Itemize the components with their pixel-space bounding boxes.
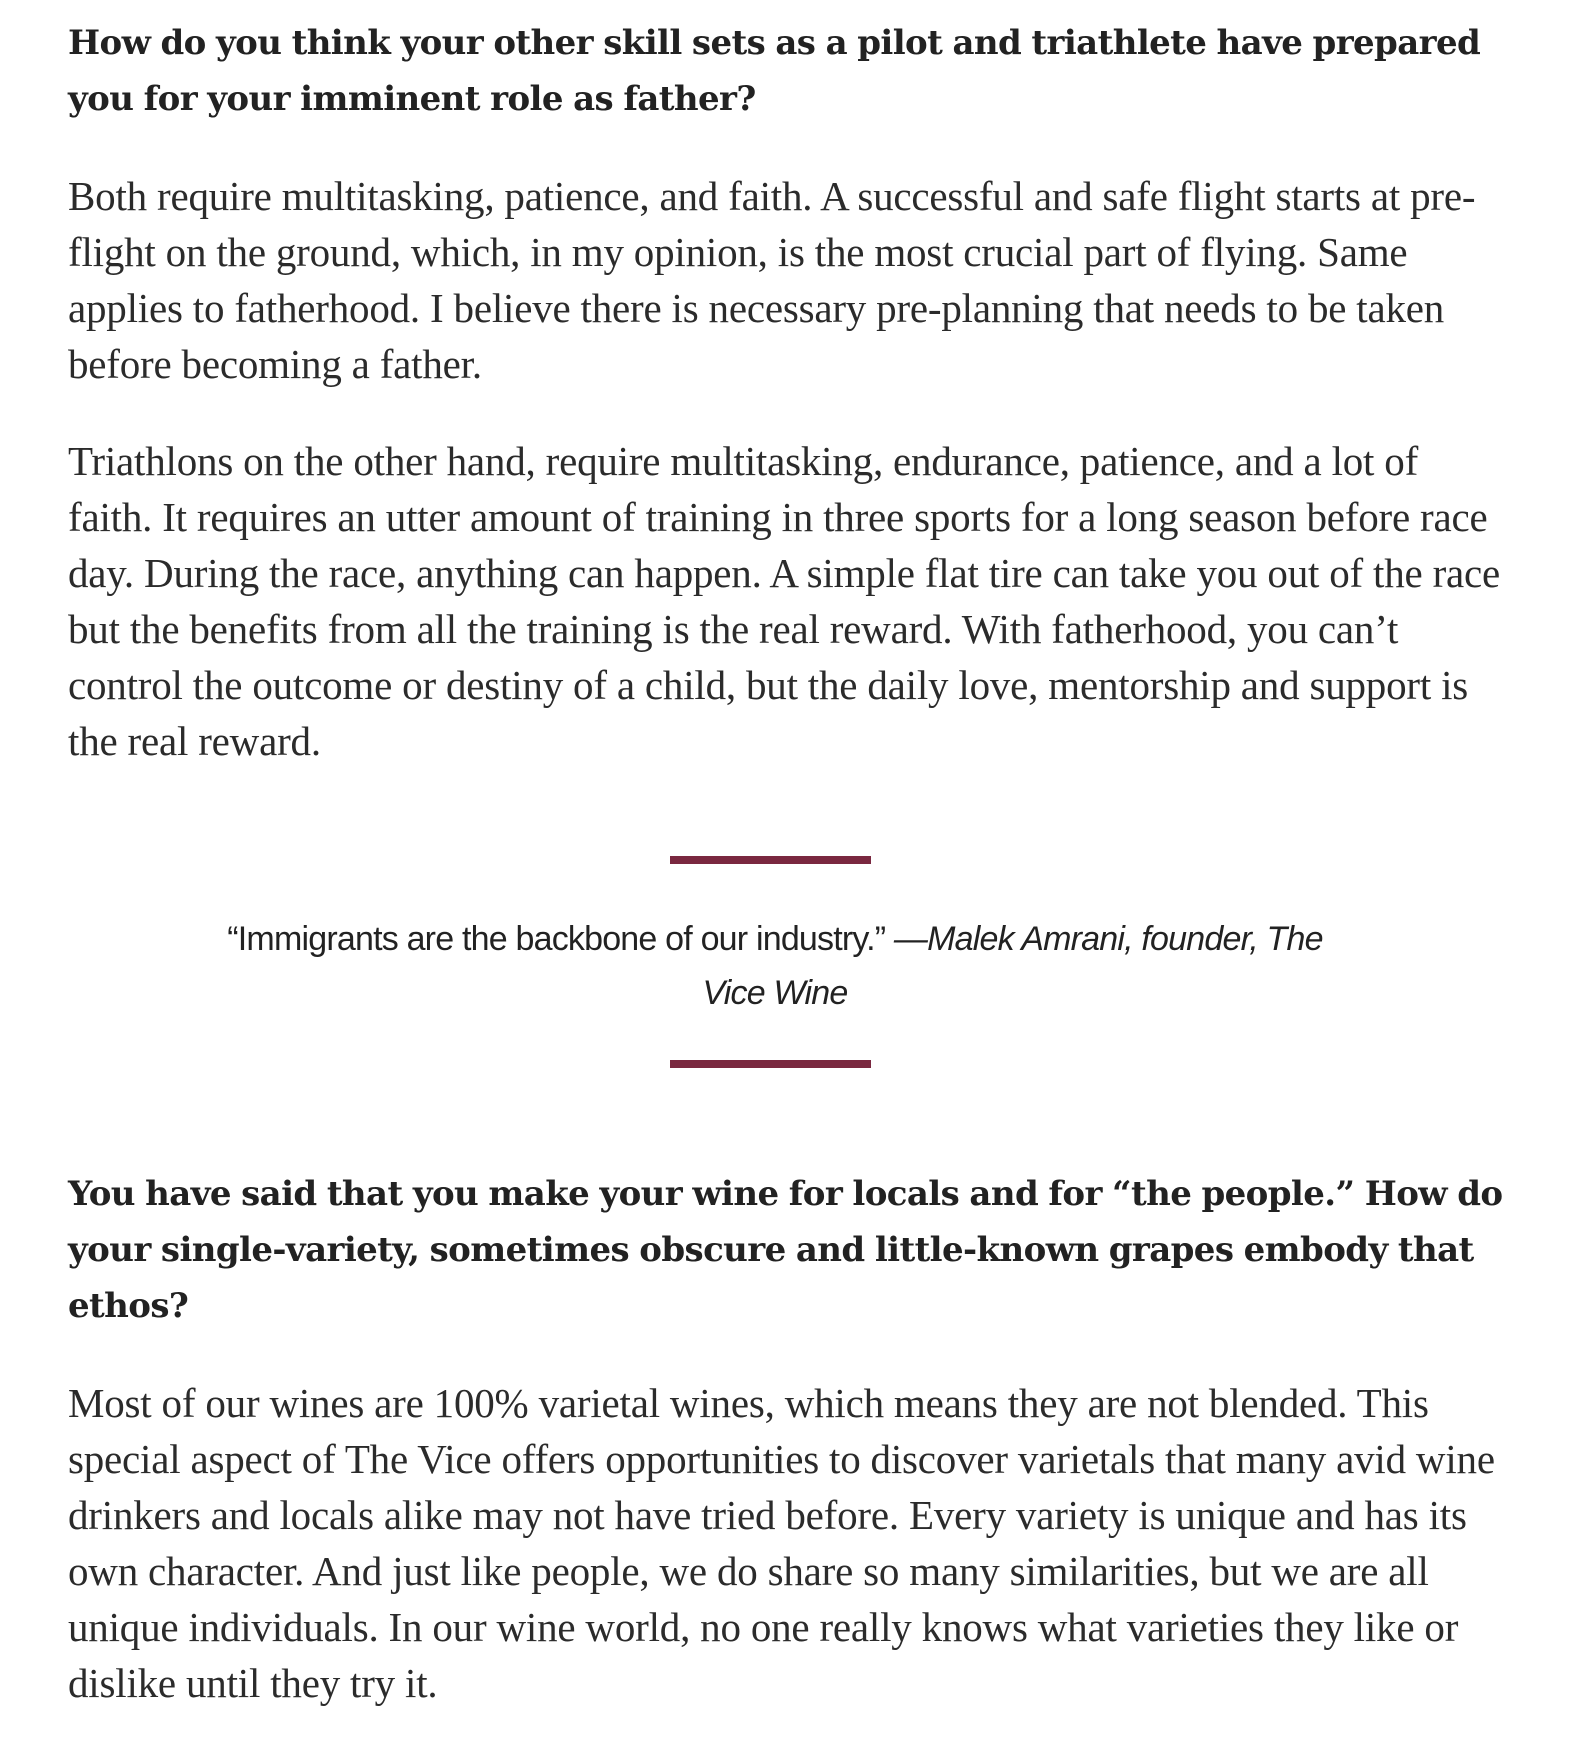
pull-quote xyxy=(200,912,1350,1020)
interview-question-pilot-triathlete: How do you think your other skill sets as a pilot and triathlete have prepared you for your imminent role as father? xyxy=(68,23,1481,119)
pull-quote-attribution: —Malek Amrani, founder, The Vice Wine xyxy=(702,920,1323,1012)
answer-paragraph-varietal-wines: Most of our wines are 100% varietal wines, which means they are not blended. This special aspect of The Vice offers opportunities to discover varietals that many avid wine drinkers and locals alike may not have tried before. Every variety is unique and has its own character. And just like people, we do share so many similarities, but we are all unique individuals. In our wine world, no one really knows what varieties they like or dislike until they try it. xyxy=(68,1380,1495,1706)
answer-paragraph-triathlon: Triathlons on the other hand, require multitasking, endurance, patience, and a lot of faith. It requires an utter amount of training in three sports for a long season before race day. During the race, anything can happen. A simple flat tire can take you out of the race but the benefits from all the training is the real reward. With fatherhood, you can’t control the outcome or destiny of a child, but the daily love, mentorship and support is the real reward. xyxy=(68,438,1501,764)
pull-quote-top-divider xyxy=(670,856,871,864)
interview-question-wine-for-people: You have said that you make your wine for locals and for “the people.” How do your single-variety, sometimes obscure and little-known grapes embody that ethos? xyxy=(68,1174,1503,1326)
pull-quote-bottom-divider xyxy=(670,1060,871,1068)
pull-quote-text: “Immigrants are the backbone of our industry.” xyxy=(227,920,886,958)
answer-paragraph-flight: Both require multitasking, patience, and faith. A successful and safe flight starts at pre-flight on the ground, which, in my opinion, is the most crucial part of flying. Same applies to fatherhood. I believe there is necessary pre-planning that needs to be taken before becoming a father. xyxy=(68,173,1476,387)
